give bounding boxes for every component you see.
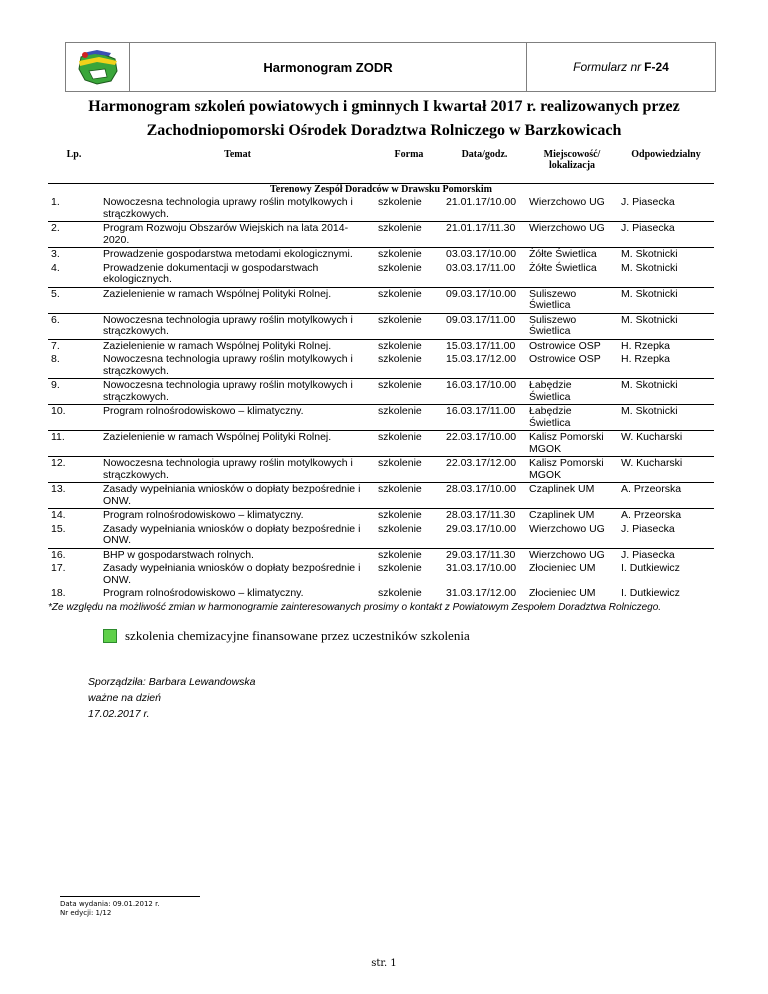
table-row <box>48 587 714 601</box>
cell-miejsce: Wierzchowo UG <box>526 222 618 248</box>
cell-data: 09.03.17/10.00 <box>443 287 526 313</box>
cell-forma: szkolenie <box>378 562 422 574</box>
cell-temat: Program Rozwoju Obszarów Wiejskich na lata 2014-2020. <box>100 222 375 248</box>
issue-date: Data wydania: 09.01.2012 r. <box>60 900 160 908</box>
cell-data: 21.01.17/10.00 <box>443 196 526 222</box>
cell-temat: Program rolnośrodowiskowo – klimatyczny. <box>100 405 375 431</box>
footer-divider <box>60 896 200 897</box>
cell-odp: J. Piasecka <box>618 523 714 549</box>
page-number: str. 1 <box>371 958 397 969</box>
header-title: Harmonogram ZODR <box>130 43 527 91</box>
cell-odp: W. Kucharski <box>618 457 714 483</box>
cell-temat: Program rolnośrodowiskowo – klimatyczny. <box>103 509 304 521</box>
heading-line-1: Harmonogram szkoleń powiatowych i gminnych I kwartał 2017 r. realizowanych przez <box>88 98 680 115</box>
cell-lp: 11. <box>48 431 100 457</box>
cell-miejsce: Wierzchowo UG <box>529 548 605 561</box>
cell-temat: Zazielenienie w ramach Wspólnej Polityki Rolnej. <box>100 287 375 313</box>
cell-data: 15.03.17/12.00 <box>443 353 526 379</box>
cell-odp: H. Rzepka <box>621 339 671 352</box>
cell-lp: 13. <box>48 483 100 509</box>
cell-odp: I. Dutkiewicz <box>621 562 680 574</box>
cell-lp: 15. <box>48 523 100 549</box>
table-row <box>48 509 714 523</box>
cell-forma: szkolenie <box>375 379 443 405</box>
cell-forma: szkolenie <box>375 222 443 248</box>
table-row <box>48 548 714 562</box>
cell-temat: Zasady wypełniania wniosków o dopłaty bezpośrednie i ONW. <box>100 483 375 509</box>
cell-miejsce: Wierzchowo UG <box>526 523 618 549</box>
cell-temat: Nowoczesna technologia uprawy roślin motylkowych i strączkowych. <box>100 196 375 222</box>
cell-temat: Nowoczesna technologia uprawy roślin motylkowych i strączkowych. <box>100 379 375 405</box>
cell-forma: szkolenie <box>375 457 443 483</box>
cell-temat: BHP w gospodarstwach rolnych. <box>103 548 254 561</box>
cell-data: 03.03.17/11.00 <box>443 262 526 288</box>
cell-temat: Zazielenienie w ramach Wspólnej Polityki Rolnej. <box>103 339 332 352</box>
cell-data: 16.03.17/11.00 <box>443 405 526 431</box>
edition-number: Nr edycji: 1/12 <box>60 909 112 917</box>
cell-miejsce: Wierzchowo UG <box>526 196 618 222</box>
heading-line-2: Zachodniopomorski Ośrodek Doradztwa Rolniczego w Barzkowicach <box>146 122 622 139</box>
cell-lp: 7. <box>51 339 60 352</box>
col-lp: Lp. <box>48 147 100 184</box>
cell-temat: Nowoczesna technologia uprawy roślin motylkowych i strączkowych. <box>100 457 375 483</box>
legend-swatch <box>103 629 117 643</box>
cell-miejsce: Kalisz Pomorski MGOK <box>526 457 618 483</box>
cell-odp: M. Skotnicki <box>618 379 714 405</box>
cell-forma: szkolenie <box>375 353 443 379</box>
cell-data: 22.03.17/10.00 <box>443 431 526 457</box>
table-row <box>48 483 714 509</box>
table-header-row <box>48 147 714 184</box>
cell-forma: szkolenie <box>375 196 443 222</box>
cell-odp: H. Rzepka <box>618 353 714 379</box>
cell-forma: szkolenie <box>375 483 443 509</box>
cell-data: 28.03.17/11.30 <box>446 509 516 521</box>
cell-lp: 17. <box>51 562 66 574</box>
cell-temat: Nowoczesna technologia uprawy roślin motylkowych i strączkowych. <box>100 313 375 339</box>
cell-miejsce: Kalisz Pomorski MGOK <box>526 431 618 457</box>
cell-lp: 10. <box>48 405 100 431</box>
group-label: Terenowy Zespół Doradców w Drawsku Pomorskim <box>270 184 492 195</box>
table-row <box>48 313 714 339</box>
cell-miejsce: Ostrowice OSP <box>529 339 601 352</box>
cell-data: 03.03.17/10.00 <box>446 248 517 260</box>
cell-forma: szkolenie <box>378 339 422 352</box>
cell-miejsce: Łabędzie Świetlica <box>526 379 618 405</box>
cell-temat: Program rolnośrodowiskowo – klimatyczny. <box>103 587 304 599</box>
col-miejsce <box>526 147 618 184</box>
cell-odp: M. Skotnicki <box>621 248 678 260</box>
cell-forma: szkolenie <box>375 313 443 339</box>
cell-lp: 12. <box>48 457 100 483</box>
document-header <box>65 42 716 92</box>
table-row <box>48 457 714 483</box>
cell-lp: 1. <box>48 196 100 222</box>
cell-forma: szkolenie <box>375 287 443 313</box>
form-code: F-24 <box>644 60 669 74</box>
table-row <box>48 287 714 313</box>
cell-miejsce: Łabędzie Świetlica <box>526 405 618 431</box>
cell-lp: 9. <box>48 379 100 405</box>
legend <box>103 628 470 644</box>
zodr-logo <box>66 43 130 91</box>
cell-lp: 6. <box>48 313 100 339</box>
cell-odp: A. Przeorska <box>618 483 714 509</box>
cell-data: 29.03.17/10.00 <box>443 523 526 549</box>
cell-data: 31.03.17/12.00 <box>446 587 517 599</box>
cell-lp: 18. <box>51 587 66 599</box>
group-row <box>48 184 714 197</box>
table-row <box>48 562 714 587</box>
col-miejsce-line2: lokalizacja <box>548 160 596 171</box>
table-row <box>48 353 714 379</box>
cell-odp: M. Skotnicki <box>618 405 714 431</box>
cell-forma: szkolenie <box>375 431 443 457</box>
col-forma: Forma <box>375 147 443 184</box>
contact-note: *Ze względu na możliwość zmian w harmonogramie zainteresowanych prosimy o kontakt z Powiatowym Zespołem Doradztwa Rolniczego. <box>48 602 662 613</box>
cell-data: 22.03.17/12.00 <box>443 457 526 483</box>
cell-temat: Zazielenienie w ramach Wspólnej Polityki Rolnej. <box>100 431 375 457</box>
cell-data: 28.03.17/10.00 <box>443 483 526 509</box>
table-row <box>48 248 714 262</box>
cell-data: 15.03.17/11.00 <box>446 339 516 352</box>
cell-temat: Zasady wypełniania wniosków o dopłaty bezpośrednie i ONW. <box>103 562 361 586</box>
cell-miejsce: Suliszewo Świetlica <box>526 287 618 313</box>
schedule-table <box>48 147 714 601</box>
cell-data: 29.03.17/11.30 <box>446 548 516 561</box>
table-row <box>48 339 714 353</box>
cell-forma: szkolenie <box>378 248 422 260</box>
cell-forma: szkolenie <box>378 587 422 599</box>
cell-lp: 2. <box>48 222 100 248</box>
col-data: Data/godz. <box>443 147 526 184</box>
cell-miejsce: Żółte Świetlica <box>529 248 597 260</box>
cell-odp: M. Skotnicki <box>618 287 714 313</box>
footer-info <box>60 900 160 918</box>
col-temat: Temat <box>100 147 375 184</box>
cell-data: 31.03.17/10.00 <box>446 562 517 574</box>
cell-forma: szkolenie <box>375 262 443 288</box>
table-row <box>48 405 714 431</box>
cell-temat: Nowoczesna technologia uprawy roślin motylkowych i strączkowych. <box>100 353 375 379</box>
cell-forma: szkolenie <box>378 548 422 561</box>
form-number <box>527 43 715 91</box>
cell-temat: Prowadzenie dokumentacji w gospodarstwach ekologicznych. <box>100 262 375 288</box>
cell-temat: Zasady wypełniania wniosków o dopłaty bezpośrednie i ONW. <box>100 523 375 549</box>
cell-forma: szkolenie <box>378 509 422 521</box>
cell-miejsce: Żółte Świetlica <box>526 262 618 288</box>
cell-forma: szkolenie <box>375 405 443 431</box>
cell-odp: A. Przeorska <box>621 509 682 521</box>
cell-miejsce: Suliszewo Świetlica <box>526 313 618 339</box>
cell-forma: szkolenie <box>375 523 443 549</box>
prepared-by-block <box>88 674 256 722</box>
legend-label: szkolenia chemizacyjne finansowane przez uczestników szkolenia <box>125 628 470 643</box>
form-label: Formularz nr <box>573 60 642 74</box>
cell-odp: I. Dutkiewicz <box>621 587 680 599</box>
cell-odp: W. Kucharski <box>618 431 714 457</box>
cell-odp: M. Skotnicki <box>618 313 714 339</box>
cell-miejsce: Złocieniec UM <box>529 562 596 574</box>
cell-lp: 5. <box>48 287 100 313</box>
cell-temat: Prowadzenie gospodarstwa metodami ekologicznymi. <box>103 248 353 260</box>
cell-odp: M. Skotnicki <box>618 262 714 288</box>
cell-odp: J. Piasecka <box>618 222 714 248</box>
col-odp: Odpowiedzialny <box>618 147 714 184</box>
valid-as-of: ważne na dzień <box>88 692 161 704</box>
cell-lp: 14. <box>51 509 66 521</box>
table-row <box>48 523 714 549</box>
cell-miejsce: Złocieniec UM <box>529 587 596 599</box>
cell-data: 16.03.17/10.00 <box>443 379 526 405</box>
cell-odp: J. Piasecka <box>618 196 714 222</box>
prepared-by: Sporządziła: Barbara Lewandowska <box>88 676 256 688</box>
col-miejsce-line1: Miejscowość/ <box>543 149 601 160</box>
cell-miejsce: Czaplinek UM <box>529 509 595 521</box>
cell-data: 21.01.17/11.30 <box>443 222 526 248</box>
cell-miejsce: Ostrowice OSP <box>526 353 618 379</box>
cell-lp: 3. <box>51 248 60 260</box>
table-row <box>48 431 714 457</box>
cell-data: 09.03.17/11.00 <box>443 313 526 339</box>
cell-odp: J. Piasecka <box>621 548 675 561</box>
table-row <box>48 262 714 288</box>
table-row <box>48 222 714 248</box>
cell-lp: 4. <box>48 262 100 288</box>
cell-lp: 16. <box>51 548 66 561</box>
valid-date: 17.02.2017 r. <box>88 708 150 720</box>
table-row <box>48 379 714 405</box>
table-row <box>48 196 714 222</box>
cell-lp: 8. <box>48 353 100 379</box>
cell-miejsce: Czaplinek UM <box>526 483 618 509</box>
